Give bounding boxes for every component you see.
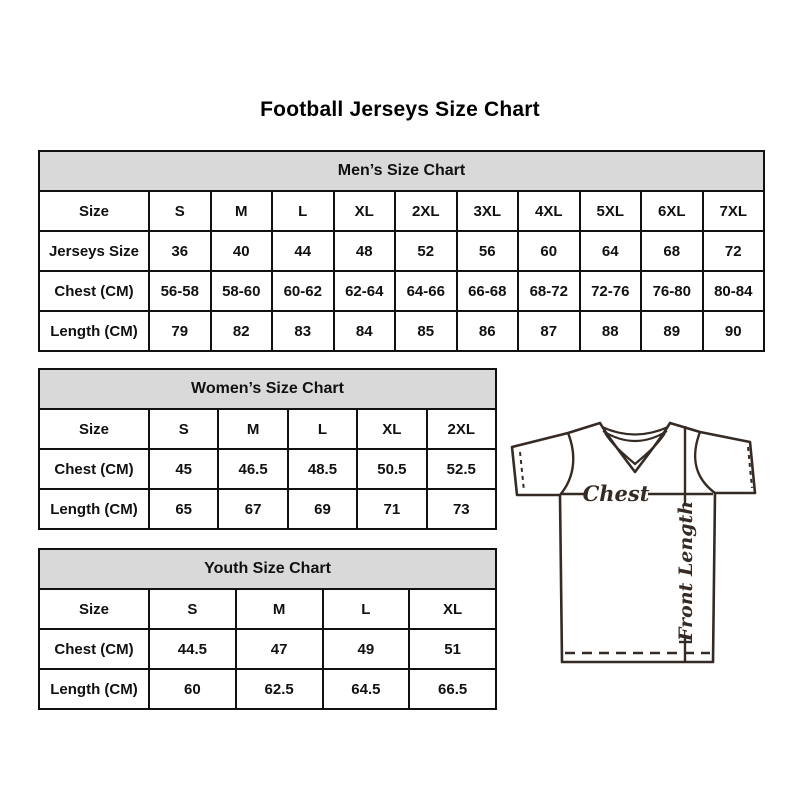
youth-cell-0-2: 47 xyxy=(236,629,323,669)
women-header-5: 2XL xyxy=(427,409,496,449)
women-cell-1-1: 65 xyxy=(149,489,218,529)
men-cell-1-2: 58-60 xyxy=(211,271,273,311)
jersey-diagram-svg xyxy=(505,408,765,670)
youth-header-1: S xyxy=(149,589,236,629)
men-cell-0-0: Jerseys Size xyxy=(39,231,149,271)
men-cell-0-8: 64 xyxy=(580,231,642,271)
youth-header-2: M xyxy=(236,589,323,629)
women-table-title: Women’s Size Chart xyxy=(39,369,496,409)
men-cell-1-10: 80-84 xyxy=(703,271,765,311)
page-title: Football Jerseys Size Chart xyxy=(260,98,540,121)
men-cell-2-0: Length (CM) xyxy=(39,311,149,351)
men-cell-2-9: 89 xyxy=(641,311,703,351)
men-data-row-2 xyxy=(39,311,764,351)
women-title-row xyxy=(39,369,496,409)
men-cell-2-10: 90 xyxy=(703,311,765,351)
youth-size-table xyxy=(38,548,497,710)
men-table-title: Men’s Size Chart xyxy=(39,151,764,191)
men-cell-2-3: 83 xyxy=(272,311,334,351)
women-data-row-1 xyxy=(39,489,496,529)
men-cell-0-6: 56 xyxy=(457,231,519,271)
men-cell-0-10: 72 xyxy=(703,231,765,271)
youth-cell-1-3: 64.5 xyxy=(323,669,410,709)
women-cell-1-5: 73 xyxy=(427,489,496,529)
men-cell-2-2: 82 xyxy=(211,311,273,351)
men-cell-1-1: 56-58 xyxy=(149,271,211,311)
youth-cell-0-0: Chest (CM) xyxy=(39,629,149,669)
youth-title-row xyxy=(39,549,496,589)
chest-label: Chest xyxy=(582,481,650,506)
men-header-3: L xyxy=(272,191,334,231)
men-header-row xyxy=(39,191,764,231)
youth-cell-1-4: 66.5 xyxy=(409,669,496,709)
men-cell-1-8: 72-76 xyxy=(580,271,642,311)
jersey-measurement-diagram xyxy=(505,408,765,670)
men-cell-1-3: 60-62 xyxy=(272,271,334,311)
men-header-7: 4XL xyxy=(518,191,580,231)
men-cell-1-9: 76-80 xyxy=(641,271,703,311)
women-cell-1-3: 69 xyxy=(288,489,357,529)
women-cell-0-5: 52.5 xyxy=(427,449,496,489)
collar-arc-inner xyxy=(603,431,667,441)
women-cell-1-4: 71 xyxy=(357,489,426,529)
women-header-row xyxy=(39,409,496,449)
men-cell-2-5: 85 xyxy=(395,311,457,351)
men-header-5: 2XL xyxy=(395,191,457,231)
youth-cell-0-3: 49 xyxy=(323,629,410,669)
men-header-4: XL xyxy=(334,191,396,231)
women-header-0: Size xyxy=(39,409,149,449)
women-cell-1-2: 67 xyxy=(218,489,287,529)
men-cell-1-4: 62-64 xyxy=(334,271,396,311)
men-cell-2-4: 84 xyxy=(334,311,396,351)
women-cell-0-4: 50.5 xyxy=(357,449,426,489)
youth-header-0: Size xyxy=(39,589,149,629)
men-cell-2-8: 88 xyxy=(580,311,642,351)
women-cell-1-0: Length (CM) xyxy=(39,489,149,529)
men-data-row-0 xyxy=(39,231,764,271)
men-data-row-1 xyxy=(39,271,764,311)
men-header-8: 5XL xyxy=(580,191,642,231)
youth-table-title: Youth Size Chart xyxy=(39,549,496,589)
men-cell-1-5: 64-66 xyxy=(395,271,457,311)
men-cell-2-1: 79 xyxy=(149,311,211,351)
women-header-1: S xyxy=(149,409,218,449)
youth-header-3: L xyxy=(323,589,410,629)
youth-cell-1-0: Length (CM) xyxy=(39,669,149,709)
youth-header-row xyxy=(39,589,496,629)
youth-data-row-1 xyxy=(39,669,496,709)
women-header-3: L xyxy=(288,409,357,449)
men-cell-0-5: 52 xyxy=(395,231,457,271)
women-cell-0-1: 45 xyxy=(149,449,218,489)
men-header-2: M xyxy=(211,191,273,231)
youth-header-4: XL xyxy=(409,589,496,629)
men-cell-0-2: 40 xyxy=(211,231,273,271)
youth-data-row-0 xyxy=(39,629,496,669)
men-cell-2-7: 87 xyxy=(518,311,580,351)
men-header-10: 7XL xyxy=(703,191,765,231)
men-cell-0-7: 60 xyxy=(518,231,580,271)
men-header-0: Size xyxy=(39,191,149,231)
front-length-label: Front Length xyxy=(675,500,697,642)
men-cell-0-4: 48 xyxy=(334,231,396,271)
men-cell-0-1: 36 xyxy=(149,231,211,271)
men-cell-0-3: 44 xyxy=(272,231,334,271)
youth-cell-1-2: 62.5 xyxy=(236,669,323,709)
youth-cell-0-1: 44.5 xyxy=(149,629,236,669)
youth-cell-0-4: 51 xyxy=(409,629,496,669)
women-cell-0-2: 46.5 xyxy=(218,449,287,489)
women-cell-0-3: 48.5 xyxy=(288,449,357,489)
men-cell-0-9: 68 xyxy=(641,231,703,271)
men-header-1: S xyxy=(149,191,211,231)
men-title-row xyxy=(39,151,764,191)
mens-size-table xyxy=(38,150,765,352)
women-data-row-0 xyxy=(39,449,496,489)
men-header-6: 3XL xyxy=(457,191,519,231)
men-cell-1-6: 66-68 xyxy=(457,271,519,311)
men-header-9: 6XL xyxy=(641,191,703,231)
men-cell-1-0: Chest (CM) xyxy=(39,271,149,311)
men-cell-1-7: 68-72 xyxy=(518,271,580,311)
collar-arc-outer xyxy=(602,427,668,435)
youth-cell-1-1: 60 xyxy=(149,669,236,709)
men-cell-2-6: 86 xyxy=(457,311,519,351)
women-cell-0-0: Chest (CM) xyxy=(39,449,149,489)
women-header-4: XL xyxy=(357,409,426,449)
womens-size-table xyxy=(38,368,497,530)
women-header-2: M xyxy=(218,409,287,449)
jersey-outline xyxy=(512,423,755,662)
